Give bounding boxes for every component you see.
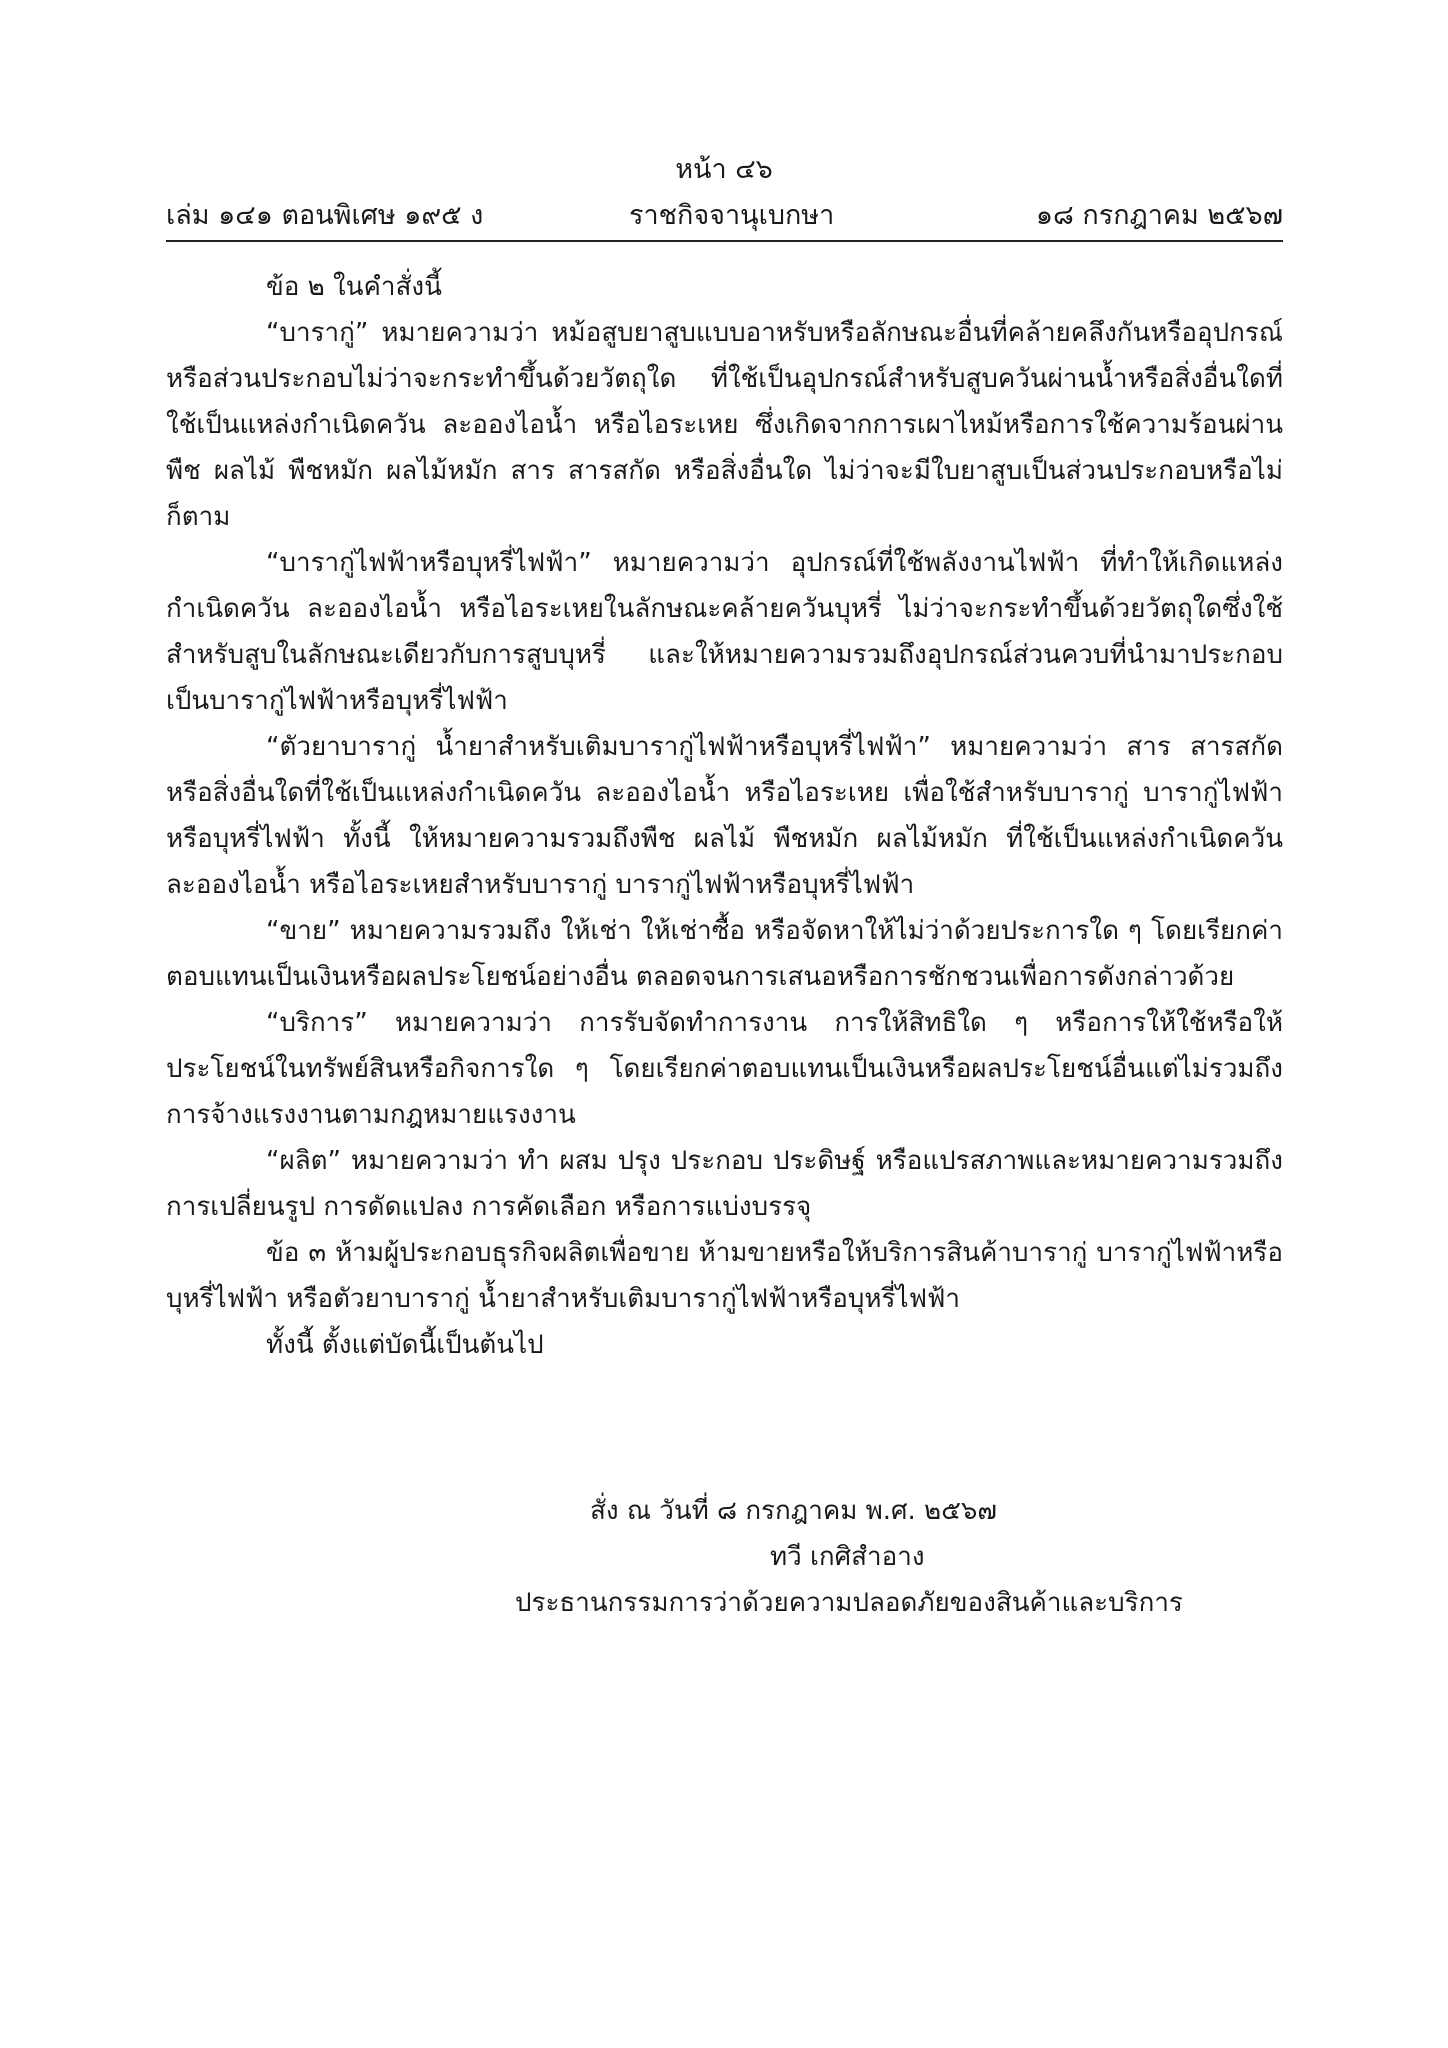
definition-baraku: “บารากู่” หมายความว่า หม้อสูบยาสูบแบบอาหรับหรือลักษณะอื่นที่คล้ายคลึงกันหรืออุปกรณ์หรือส่วนประกอบไม่ว่าจะกระทำขึ้นด้วยวัตถุใด ที่ใช้เป็นอุปกรณ์สำหรับสูบควันผ่านน้ำหรือสิ่งอื่นใดที่ใช้เป็นแหล่งกำเนิดควัน ละอองไอน้ำ หรือไอระเหย ซึ่งเกิดจากการเผาไหม้หรือการใช้ความร้อนผ่านพืช ผลไม้ พืชหมัก ผลไม้หมัก สาร สารสกัด หรือสิ่งอื่นใด ไม่ว่าจะมีใบยาสูบเป็นส่วนประกอบหรือไม่ก็ตาม bbox=[166, 318, 1283, 532]
effective-clause: ทั้งนี้ ตั้งแต่บัดนี้เป็นต้นไป bbox=[266, 1330, 544, 1360]
header-date: ๑๘ กรกฎาคม ๒๕๖๗ bbox=[1035, 200, 1283, 231]
gazette-header bbox=[166, 196, 1283, 240]
definition-electronic-baraku: “บารากู่ไฟฟ้าหรือบุหรี่ไฟฟ้า” หมายความว่า อุปกรณ์ที่ใช้พลังงานไฟฟ้า ที่ทำให้เกิดแหล่งกำเนิดควัน ละอองไอน้ำ หรือไอระเหยในลักษณะคล้ายควันบุหรี่ ไม่ว่าจะกระทำขึ้นด้วยวัตถุใดซึ่งใช้สำหรับสูบในลักษณะเดียวกับการสูบบุหรี่ และให้หมายความรวมถึงอุปกรณ์ส่วนควบที่นำมาประกอบเป็นบารากู่ไฟฟ้าหรือบุหรี่ไฟฟ้า bbox=[166, 548, 1283, 716]
page-number: หน้า ๔๖ bbox=[675, 154, 773, 185]
definition-sell: “ขาย” หมายความรวมถึง ให้เช่า ให้เช่าซื้อ หรือจัดหาให้ไม่ว่าด้วยประการใด ๆ โดยเรียกค่าตอบแทนเป็นเงินหรือผลประโยชน์อย่างอื่น ตลอดจนการเสนอหรือการชักชวนเพื่อการดังกล่าวด้วย bbox=[166, 916, 1283, 992]
definition-baraku-liquid: “ตัวยาบารากู่ น้ำยาสำหรับเติมบารากู่ไฟฟ้าหรือบุหรี่ไฟฟ้า” หมายความว่า สาร สารสกัดหรือสิ่งอื่นใดที่ใช้เป็นแหล่งกำเนิดควัน ละอองไอน้ำ หรือไอระเหย เพื่อใช้สำหรับบารากู่ บารากู่ไฟฟ้าหรือบุหรี่ไฟฟ้า ทั้งนี้ ให้หมายความรวมถึงพืช ผลไม้ พืชหมัก ผลไม้หมัก ที่ใช้เป็นแหล่งกำเนิดควันละอองไอน้ำ หรือไอระเหยสำหรับบารากู่ บารากู่ไฟฟ้าหรือบุหรี่ไฟฟ้า bbox=[166, 732, 1283, 900]
definition-service: “บริการ” หมายความว่า การรับจัดทำการงาน การให้สิทธิใด ๆ หรือการให้ใช้หรือให้ประโยชน์ในทรัพย์สินหรือกิจการใด ๆ โดยเรียกค่าตอบแทนเป็นเงินหรือผลประโยชน์อื่นแต่ไม่รวมถึงการจ้างแรงงานตามกฎหมายแรงงาน bbox=[166, 1008, 1283, 1130]
definition-produce: “ผลิต” หมายความว่า ทำ ผสม ปรุง ประกอบ ประดิษฐ์ หรือแปรสภาพและหมายความรวมถึงการเปลี่ยนรูป การดัดแปลง การคัดเลือก หรือการแบ่งบรรจุ bbox=[166, 1146, 1283, 1222]
header-issue: เล่ม ๑๔๑ ตอนพิเศษ ๑๙๕ ง bbox=[166, 200, 484, 231]
signature-date: สั่ง ณ วันที่ ๘ กรกฎาคม พ.ศ. ๒๕๖๗ bbox=[590, 1496, 997, 1526]
signatory-title: ประธานกรรมการว่าด้วยความปลอดภัยของสินค้าและบริการ bbox=[515, 1588, 1183, 1618]
header-divider bbox=[166, 240, 1283, 242]
document-body bbox=[166, 264, 1283, 1368]
clause-2-heading: ข้อ ๒ ในคำสั่งนี้ bbox=[266, 272, 442, 302]
header-gazette-name: ราชกิจจานุเบกษา bbox=[629, 200, 835, 231]
signatory-name: ทวี เกศิสำอาง bbox=[770, 1542, 925, 1572]
clause-3: ข้อ ๓ ห้ามผู้ประกอบธุรกิจผลิตเพื่อขาย ห้ามขายหรือให้บริการสินค้าบารากู่ บารากู่ไฟฟ้าหรือบุหรี่ไฟฟ้า หรือตัวยาบารากู่ น้ำยาสำหรับเติมบารากู่ไฟฟ้าหรือบุหรี่ไฟฟ้า bbox=[166, 1238, 1283, 1314]
